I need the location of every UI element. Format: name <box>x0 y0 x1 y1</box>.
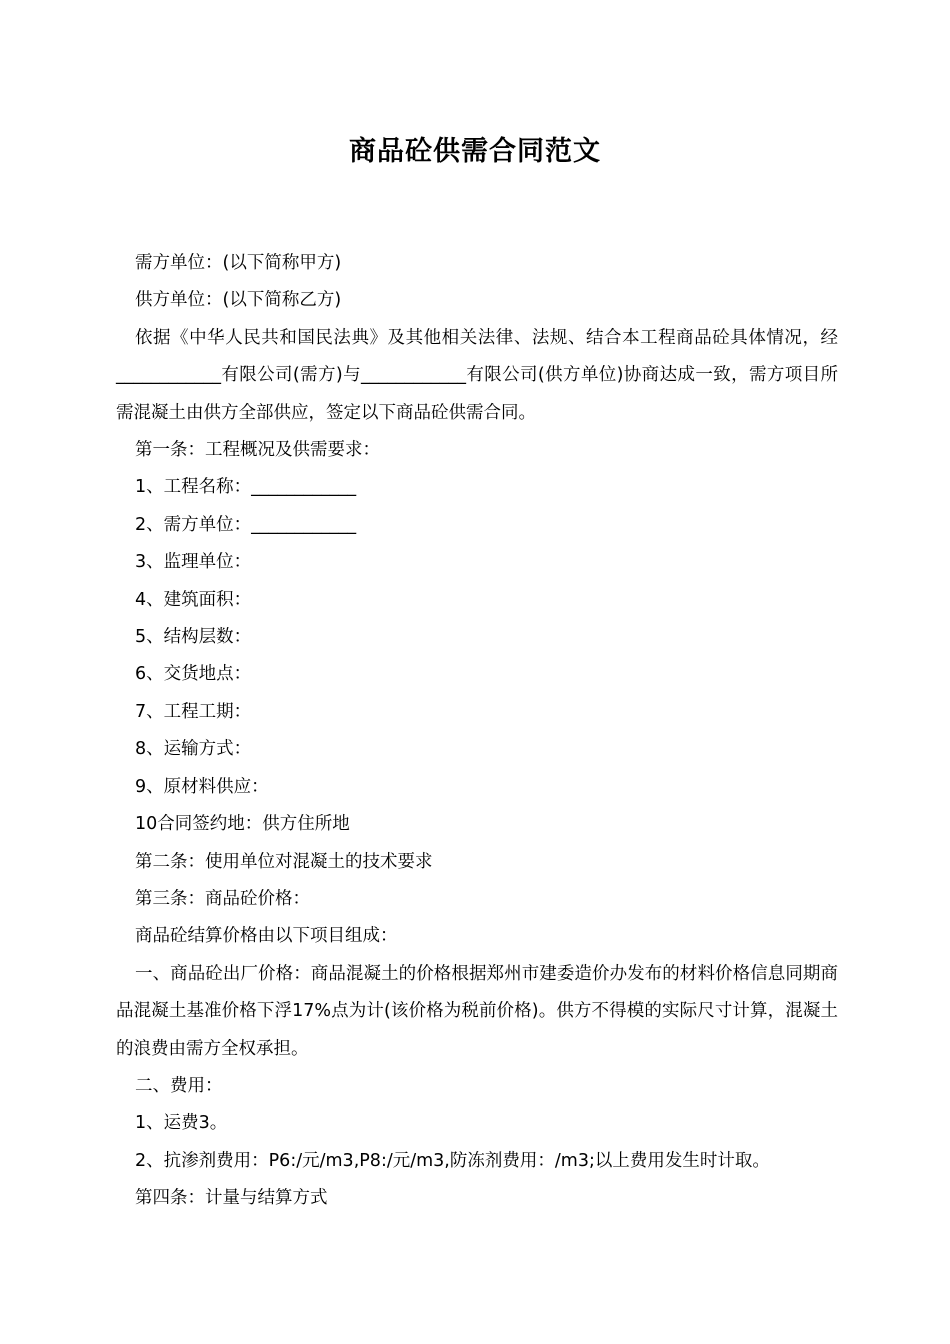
paragraph-transport-method: 8、运输方式： <box>135 739 252 760</box>
paragraph-article-4-heading: 第四条：计量与结算方式 <box>135 1188 328 1209</box>
paragraph-article-2-heading: 第二条：使用单位对混凝土的技术要求 <box>135 851 433 872</box>
paragraph-buyer-unit: 需方单位：(以下简称甲方) <box>135 253 342 273</box>
paragraph-supplier-unit: 供方单位：(以下简称乙方) <box>135 290 342 311</box>
paragraph-article-3-heading: 第三条：商品砼价格： <box>135 888 310 909</box>
paragraph-structure-floors: 5、结构层数： <box>135 627 252 648</box>
paragraph-delivery-location: 6、交货地点： <box>135 664 252 685</box>
paragraph-fees-heading: 二、费用： <box>135 1075 223 1096</box>
paragraph-building-area: 4、建筑面积： <box>135 589 252 610</box>
document-title: 商品砼供需合同范文 <box>349 136 601 167</box>
paragraph-construction-period: 7、工程工期： <box>135 701 252 722</box>
paragraph-price-composition: 商品砼结算价格由以下项目组成： <box>135 926 398 947</box>
paragraph-supervision-unit: 3、监理单位： <box>135 552 252 573</box>
paragraph-freight: 1、运费3。 <box>135 1113 228 1134</box>
paragraph-admixture-fees: 2、抗渗剂费用：P6:/元/m3,P8:/元/m3,防冻剂费用：/m3;以上费用发生时计取。 <box>135 1150 770 1171</box>
paragraph-signing-place: 10合同签约地：供方住所地 <box>135 814 350 835</box>
paragraph-factory-price: 一、商品砼出厂价格：商品混凝土的价格根据郑州市建委造价办发布的材料价格信息同期商品混凝土基准价格下浮17%点为计(该价格为税前价格)。供方不得模的实际尺寸计算，混凝土的浪费由需方全权承担。 <box>116 963 838 1059</box>
document-body <box>116 245 838 1218</box>
paragraph-project-name: 1、工程名称：____________ <box>135 477 357 498</box>
paragraph-demand-unit: 2、需方单位：____________ <box>135 514 357 535</box>
paragraph-raw-material-supply: 9、原材料供应： <box>135 776 269 797</box>
paragraph-preamble: 依据《中华人民共和国民法典》及其他相关法律、法规、结合本工程商品砼具体情况，经____________有限公司(需方)与____________有限公司(供方单位)协商达成一致，需方项目所需混凝土由供方全部供应，签定以下商品砼供需合同。 <box>116 327 838 423</box>
paragraph-article-1-heading: 第一条：工程概况及供需要求： <box>135 440 380 461</box>
